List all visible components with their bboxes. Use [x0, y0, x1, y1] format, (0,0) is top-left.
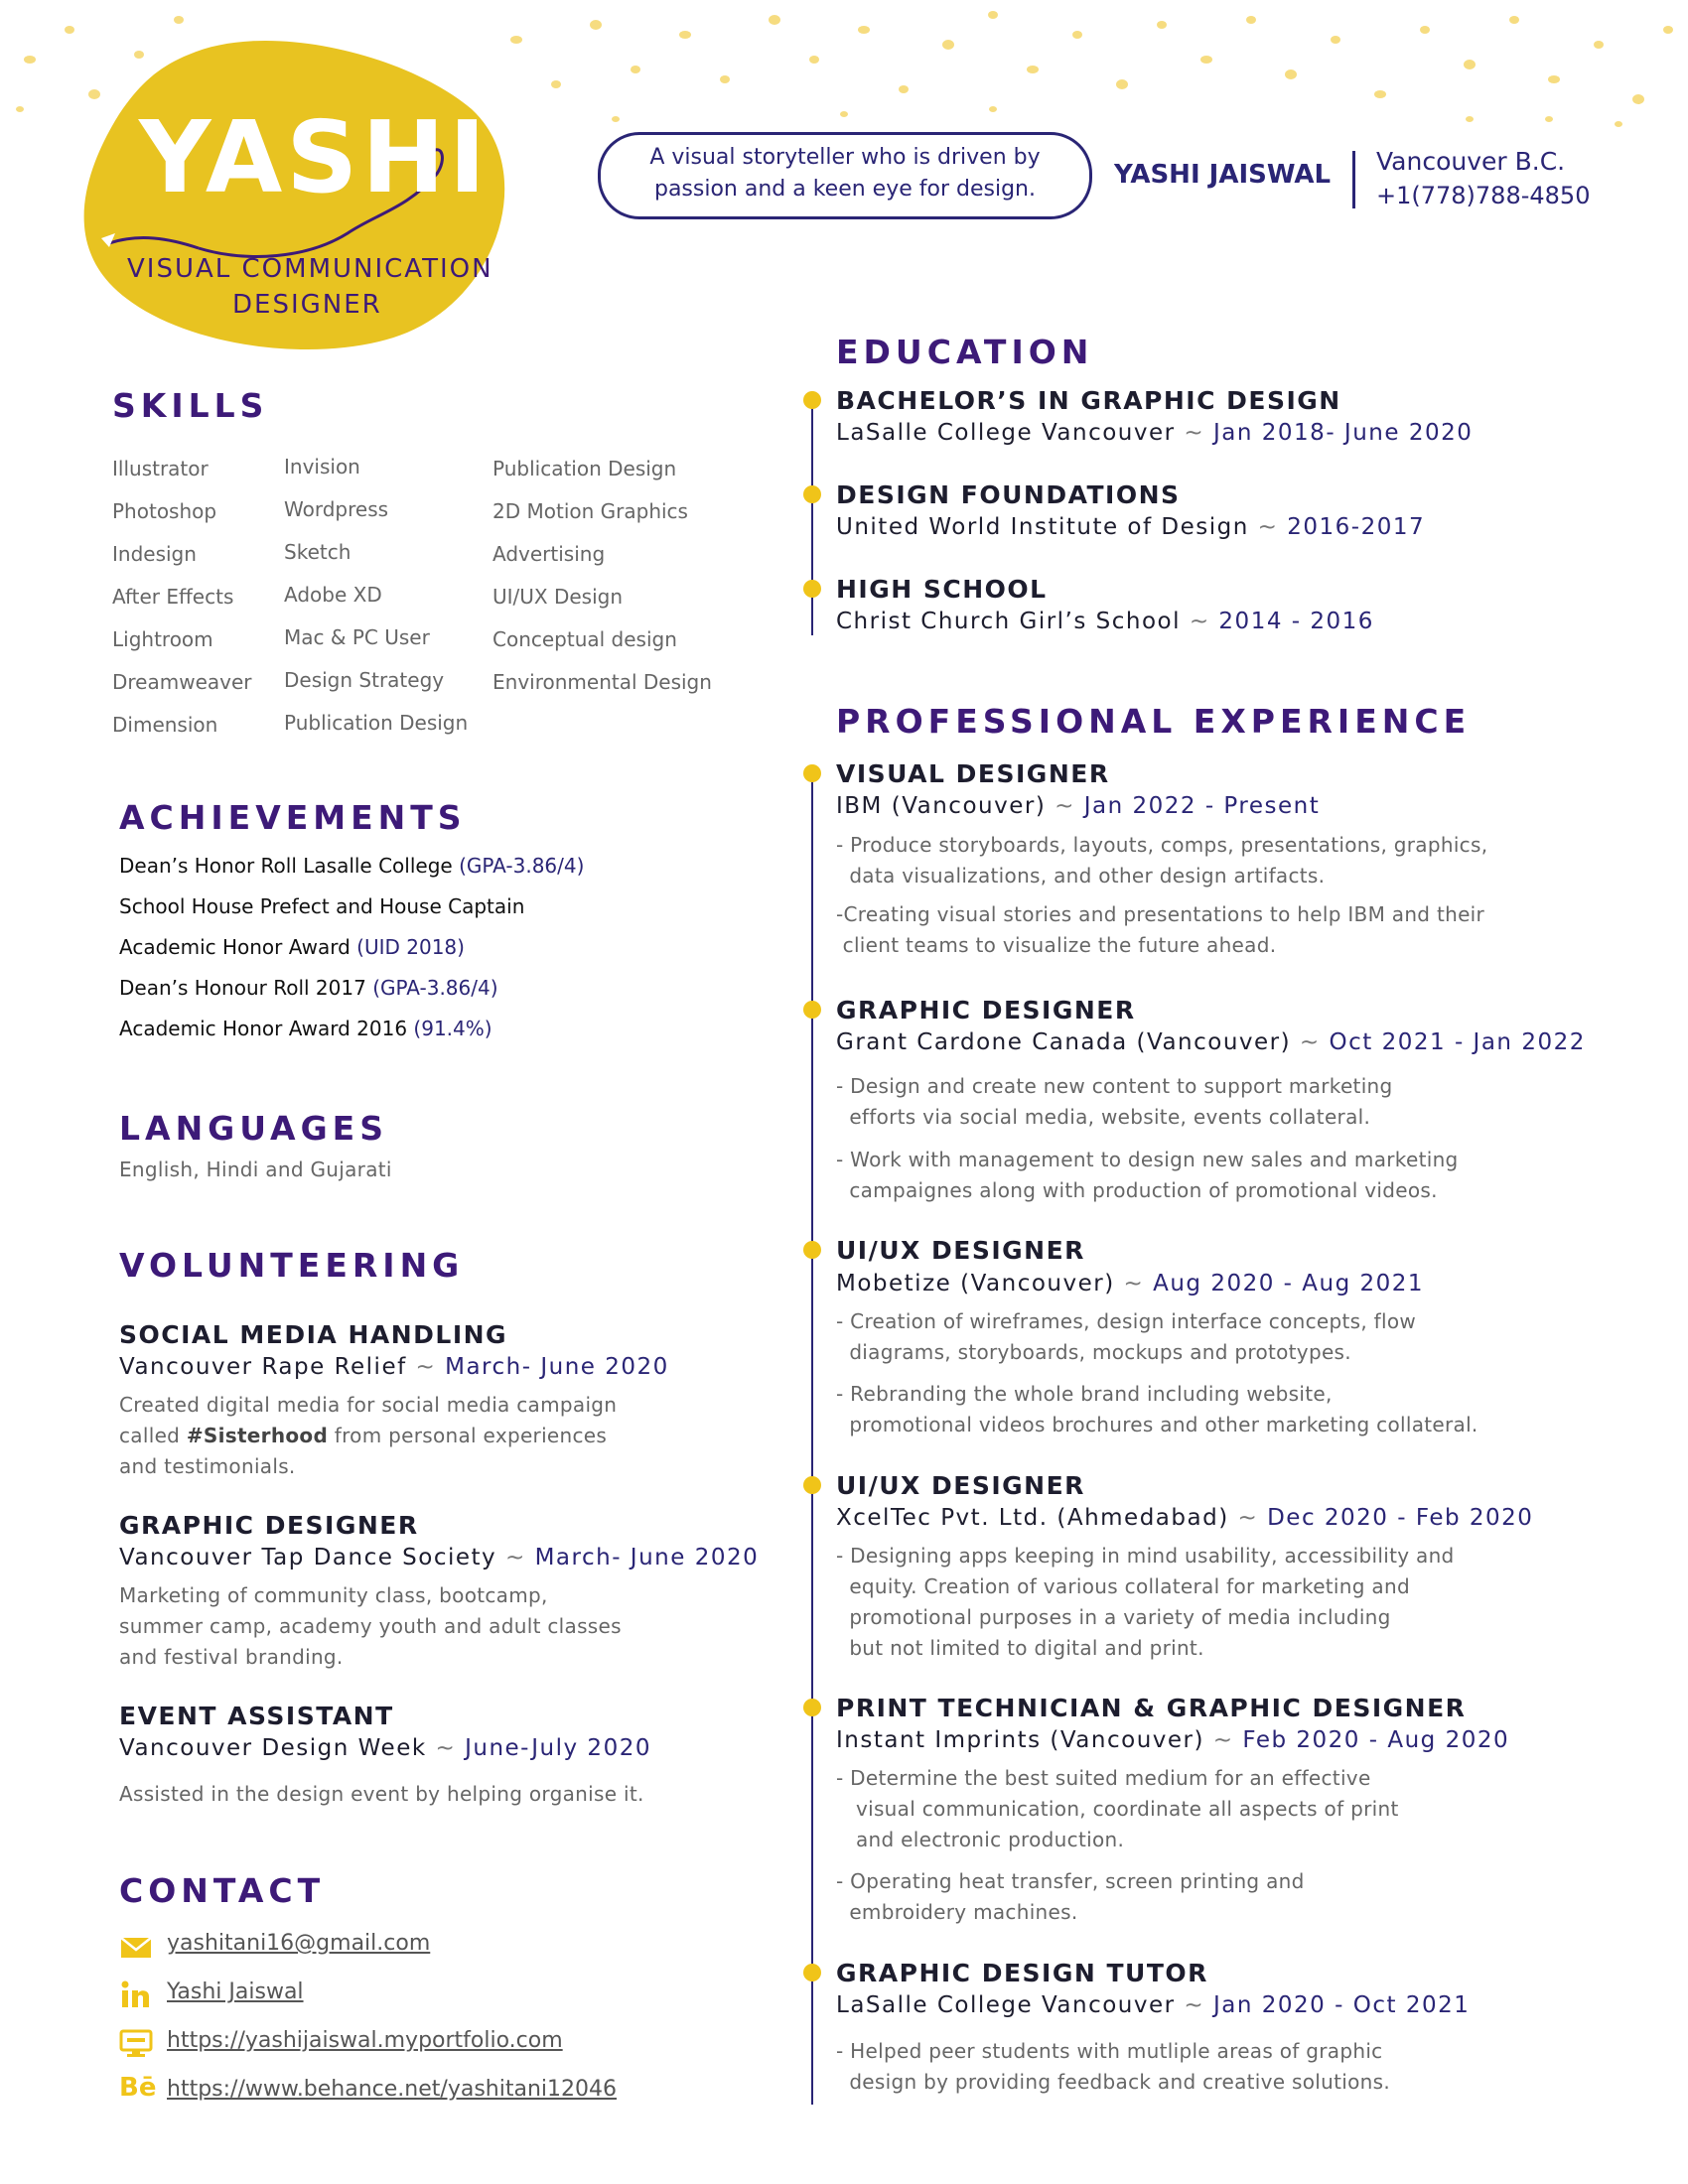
experience-heading: PROFESSIONAL EXPERIENCE [836, 702, 1472, 741]
timeline-dot [803, 485, 821, 503]
languages-heading: LANGUAGES [119, 1109, 388, 1148]
volunteer-org: Vancouver Design Week ~ June-July 2020 [119, 1735, 651, 1761]
tagline-line2: passion and a keen eye for design. [653, 177, 1036, 202]
experience-org: IBM (Vancouver) ~ Jan 2022 - Present [836, 793, 1321, 819]
timeline-dot [803, 1241, 821, 1259]
experience-bullet: - Creation of wireframes, design interface concepts, flow diagrams, storyboards, mockups and prototypes. [836, 1309, 1417, 1364]
achievement-item: Academic Honor Award 2016 (91.4%) [119, 1017, 492, 1040]
email-link[interactable]: yashitani16@gmail.com [167, 1931, 431, 1956]
volunteer-role: GRAPHIC DESIGNER [119, 1511, 419, 1540]
experience-role: GRAPHIC DESIGNER [836, 996, 1136, 1024]
skill-item: Adobe XD [284, 583, 382, 607]
skill-item: Wordpress [284, 497, 389, 521]
volunteer-role: SOCIAL MEDIA HANDLING [119, 1320, 508, 1349]
skill-item: 2D Motion Graphics [492, 499, 688, 523]
achievement-item: Dean’s Honor Roll Lasalle College (GPA-3.86/4) [119, 854, 585, 878]
education-school: LaSalle College Vancouver ~ Jan 2018- June 2020 [836, 420, 1474, 446]
skill-item: Dimension [112, 713, 218, 737]
experience-org: Mobetize (Vancouver) ~ Aug 2020 - Aug 2021 [836, 1271, 1425, 1297]
skill-item: Advertising [492, 542, 606, 566]
full-name: YASHI JAISWAL [1114, 160, 1332, 190]
experience-role: UI/UX DESIGNER [836, 1236, 1085, 1265]
skills-heading: SKILLS [112, 386, 269, 425]
experience-bullet: - Helped peer students with mutliple areas of graphic design by providing feedback and creative solutions. [836, 2039, 1391, 2094]
volunteer-role: EVENT ASSISTANT [119, 1702, 394, 1730]
monitor-icon [119, 2029, 153, 2057]
timeline-line [811, 769, 813, 2105]
header-divider [1352, 151, 1355, 208]
phone: +1(778)788-4850 [1376, 182, 1591, 209]
linkedin-icon [119, 1980, 153, 2008]
timeline-dot [803, 580, 821, 598]
education-school: United World Institute of Design ~ 2016-2017 [836, 514, 1426, 540]
skill-item: Illustrator [112, 457, 209, 480]
achievement-item: Dean’s Honour Roll 2017 (GPA-3.86/4) [119, 976, 498, 1000]
tagline-line1: A visual storyteller who is driven by [649, 145, 1041, 170]
education-degree: HIGH SCHOOL [836, 575, 1048, 604]
skill-item: Mac & PC User [284, 625, 430, 649]
timeline-dot [803, 1964, 821, 1981]
behance-link[interactable]: https://www.behance.net/yashitani12046 [167, 2077, 617, 2102]
location: Vancouver B.C. [1376, 147, 1566, 176]
logo-name: YASHI [139, 99, 491, 215]
experience-bullet: - Design and create new content to support marketing efforts via social media, website, events collateral. [836, 1074, 1393, 1129]
skill-item: UI/UX Design [492, 585, 624, 609]
experience-bullet: - Rebranding the whole brand including website, promotional videos brochures and other marketing collateral. [836, 1382, 1478, 1436]
experience-bullet: - Operating heat transfer, screen printing and embroidery machines. [836, 1869, 1305, 1924]
experience-org: Grant Cardone Canada (Vancouver) ~ Oct 2021 - Jan 2022 [836, 1029, 1586, 1055]
volunteer-desc: Assisted in the design event by helping organise it. [119, 1782, 644, 1806]
skill-item: Design Strategy [284, 668, 445, 692]
volunteer-desc: Marketing of community class, bootcamp, summer camp, academy youth and adult classes and festival branding. [119, 1583, 622, 1669]
logo-line2: DESIGNER [232, 290, 382, 320]
experience-bullet: - Produce storyboards, layouts, comps, presentations, graphics, data visualizations, and other design artifacts. [836, 833, 1488, 887]
skill-item: Publication Design [284, 711, 469, 735]
mail-icon [119, 1934, 153, 1962]
experience-org: XcelTec Pvt. Ltd. (Ahmedabad) ~ Dec 2020 - Feb 2020 [836, 1505, 1534, 1531]
timeline-dot [803, 1476, 821, 1494]
achievements-heading: ACHIEVEMENTS [119, 798, 467, 837]
experience-org: LaSalle College Vancouver ~ Jan 2020 - Oct 2021 [836, 1992, 1471, 2018]
skill-item: Invision [284, 455, 360, 478]
volunteer-org: Vancouver Rape Relief ~ March- June 2020 [119, 1354, 669, 1380]
skill-item: Conceptual design [492, 627, 677, 651]
experience-bullet: -Creating visual stories and presentations to help IBM and their client teams to visualize the future ahead. [836, 902, 1485, 957]
skill-item: Indesign [112, 542, 197, 566]
skill-item: Environmental Design [492, 670, 712, 694]
experience-role: PRINT TECHNICIAN & GRAPHIC DESIGNER [836, 1694, 1467, 1722]
volunteer-desc: Created digital media for social media campaign called #Sisterhood from personal experiences and testimonials. [119, 1393, 618, 1478]
skill-item: After Effects [112, 585, 234, 609]
timeline-dot [803, 1001, 821, 1019]
volunteering-heading: VOLUNTEERING [119, 1246, 465, 1285]
education-school: Christ Church Girl’s School ~ 2014 - 2016 [836, 609, 1374, 634]
experience-role: UI/UX DESIGNER [836, 1471, 1085, 1500]
timeline-dot [803, 764, 821, 782]
education-degree: BACHELOR’S IN GRAPHIC DESIGN [836, 386, 1341, 415]
portfolio-link[interactable]: https://yashijaiswal.myportfolio.com [167, 2028, 563, 2053]
experience-bullet: - Designing apps keeping in mind usability, accessibility and equity. Creation of various collateral for marketing and promotional purposes in a variety of media including but not limited to digital and print. [836, 1544, 1455, 1660]
linkedin-link[interactable]: Yashi Jaiswal [167, 1979, 304, 2004]
skill-item: Sketch [284, 540, 352, 564]
volunteer-org: Vancouver Tap Dance Society ~ March- June 2020 [119, 1545, 760, 1570]
experience-bullet: - Determine the best suited medium for an effective visual communication, coordinate all aspects of print and electronic production. [836, 1766, 1399, 1851]
experience-org: Instant Imprints (Vancouver) ~ Feb 2020 - Aug 2020 [836, 1727, 1510, 1753]
experience-bullet: - Work with management to design new sales and marketing campaignes along with production of promotional videos. [836, 1148, 1459, 1202]
achievement-item: School House Prefect and House Captain [119, 894, 525, 918]
behance-icon: Bē [119, 2073, 157, 2103]
contact-heading: CONTACT [119, 1871, 326, 1910]
education-degree: DESIGN FOUNDATIONS [836, 480, 1181, 509]
timeline-dot [803, 1699, 821, 1716]
experience-role: GRAPHIC DESIGN TUTOR [836, 1959, 1208, 1987]
education-heading: EDUCATION [836, 333, 1094, 371]
timeline-line [811, 397, 813, 635]
skill-item: Publication Design [492, 457, 677, 480]
languages-text: English, Hindi and Gujarati [119, 1158, 392, 1181]
achievement-item: Academic Honor Award (UID 2018) [119, 935, 465, 959]
experience-role: VISUAL DESIGNER [836, 759, 1110, 788]
skill-item: Lightroom [112, 627, 213, 651]
skill-item: Photoshop [112, 499, 217, 523]
skill-item: Dreamweaver [112, 670, 252, 694]
timeline-dot [803, 391, 821, 409]
logo-line1: VISUAL COMMUNICATION [127, 254, 493, 284]
